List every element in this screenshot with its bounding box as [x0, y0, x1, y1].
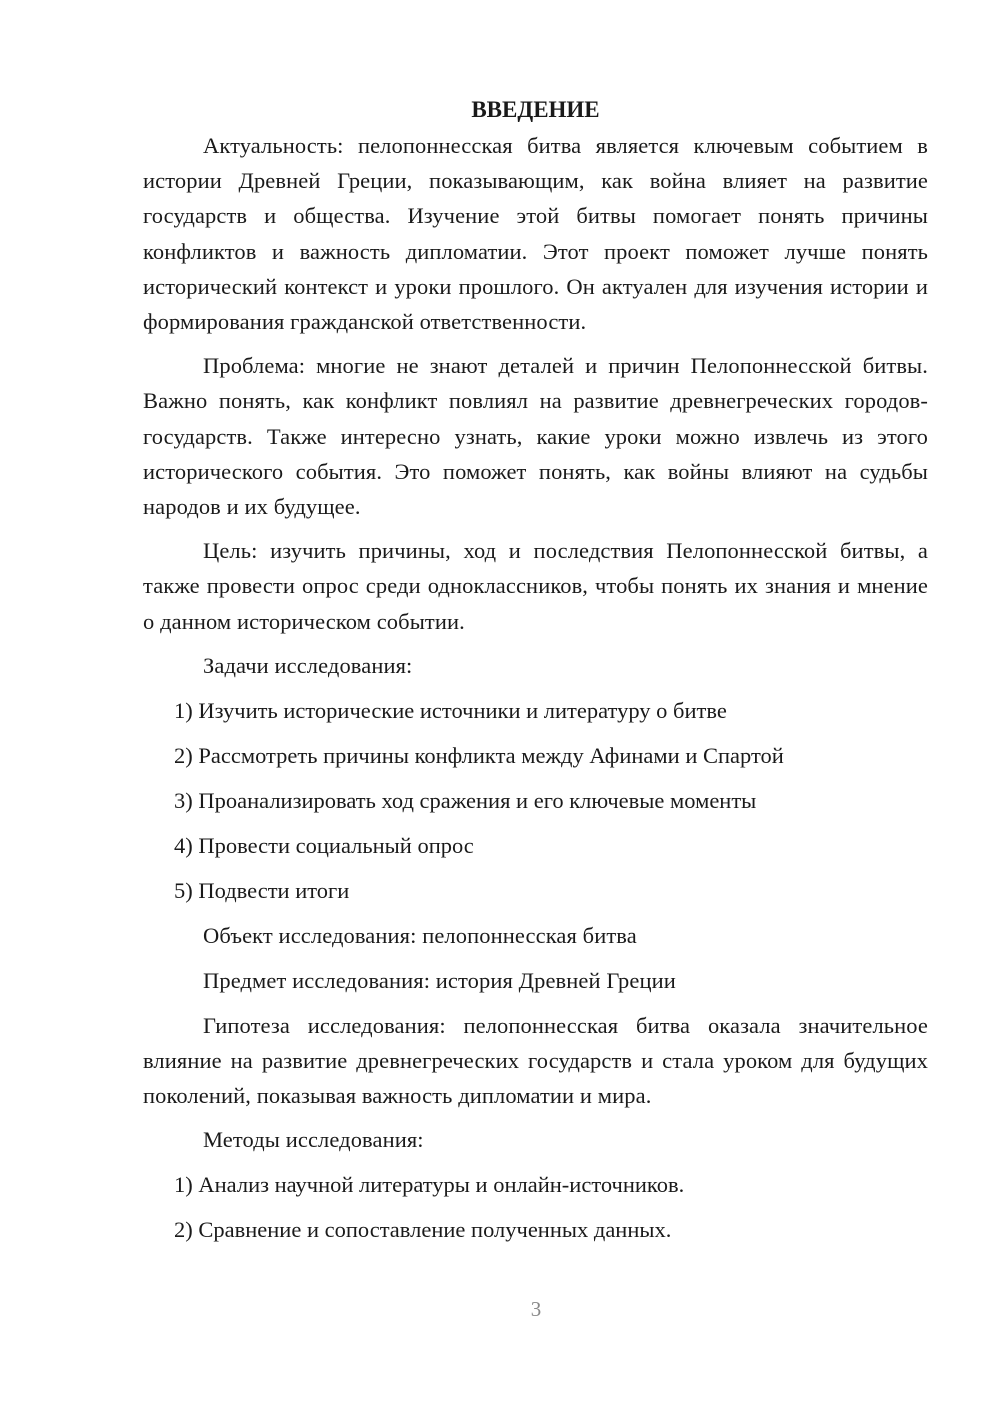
methods-heading: Методы исследования: [203, 1127, 424, 1153]
relevance-paragraph: Актуальность: пелопоннесская битва является ключевым событием в истории Древней Греции, показывающим, как война влияет на развитие государств и общества. Изучение этой битвы помогает понять причины конфликтов и важность дипломатии. Этот проект поможет лучше понять исторический контекст и уроки прошлого. Он актуален для изучения истории и формирования гражданской ответственности. [143, 133, 928, 335]
object-paragraph: Объект исследования: пелопоннесская битва [203, 922, 637, 948]
list-item: 2) Сравнение и сопоставление полученных данных. [174, 1217, 672, 1243]
tasks-list [143, 693, 928, 908]
goal-paragraph: Цель: изучить причины, ход и последствия Пелопоннесской битвы, а также провести опрос среди одноклассников, чтобы понять их знания и мнение о данном историческом событии. [143, 538, 928, 634]
page-number: 3 [530, 1297, 542, 1321]
methods-list [143, 1167, 928, 1247]
hypothesis-paragraph: Гипотеза исследования: пелопоннесская битва оказала значительное влияние на развитие древнегреческих государств и стала уроком для будущих поколений, показывая важность дипломатии и мира. [143, 1012, 928, 1109]
list-item: 2) Рассмотреть причины конфликта между Афинами и Спартой [174, 742, 784, 768]
tasks-heading: Задачи исследования: [203, 652, 413, 678]
section-title: ВВЕДЕНИЕ [471, 97, 600, 122]
list-item: 1) Анализ научной литературы и онлайн-источников. [174, 1172, 685, 1198]
document-page [143, 94, 928, 1257]
list-item: 1) Изучить исторические источники и литературу о битве [174, 697, 727, 723]
problem-paragraph: Проблема: многие не знают деталей и причин Пелопоннесской битвы. Важно понять, как конфликт повлиял на развитие древнегреческих городов-государств. Также интересно узнать, какие уроки можно извлечь из этого исторического события. Это поможет понять, как войны влияют на судьбы народов и их будущее. [143, 353, 928, 520]
list-item: 5) Подвести итоги [174, 877, 350, 903]
subject-paragraph: Предмет исследования: история Древней Греции [203, 967, 676, 993]
list-item: 4) Провести социальный опрос [174, 832, 474, 858]
list-item: 3) Проанализировать ход сражения и его ключевые моменты [174, 787, 757, 813]
